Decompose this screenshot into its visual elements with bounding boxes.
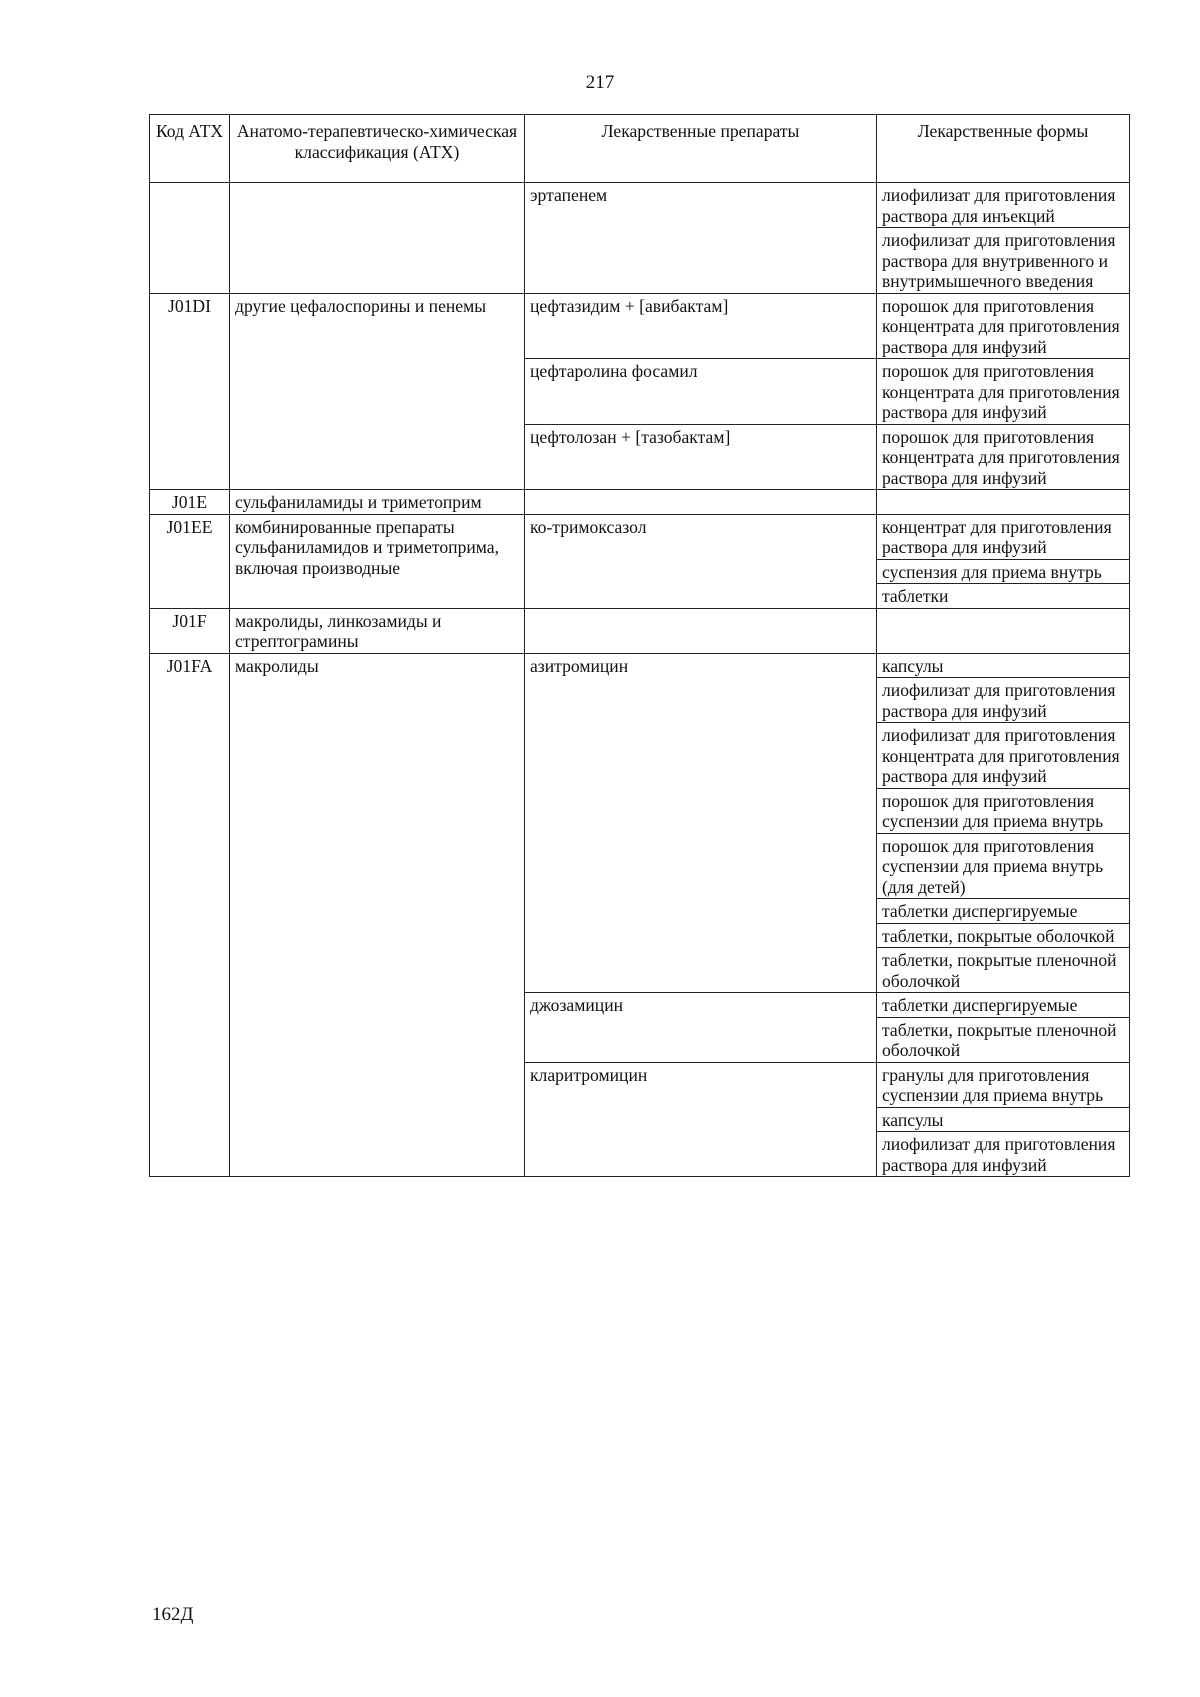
table-row	[150, 183, 1130, 228]
dosage-form-cell: порошок для приготовления концентрата для приготовления раствора для инфузий	[877, 424, 1130, 490]
atx-classification-cell	[230, 183, 525, 294]
dosage-form-cell: порошок для приготовления концентрата для приготовления раствора для инфузий	[877, 293, 1130, 359]
atx-classification-cell: макролиды	[230, 653, 525, 1177]
drug-name-cell: кларитромицин	[525, 1062, 877, 1177]
atx-code-cell: J01DI	[150, 293, 230, 490]
header-classification: Анатомо-терапевтическо-химическая классификация (АТХ)	[230, 115, 525, 183]
dosage-form-cell: лиофилизат для приготовления раствора для инъекций	[877, 183, 1130, 228]
dosage-form-cell	[877, 608, 1130, 653]
dosage-form-cell: порошок для приготовления суспензии для приема внутрь (для детей)	[877, 833, 1130, 899]
table-row	[150, 514, 1130, 559]
atx-classification-cell: макролиды, линкозамиды и стрептограмины	[230, 608, 525, 653]
dosage-form-cell: суспензия для приема внутрь	[877, 559, 1130, 584]
dosage-form-cell: таблетки, покрытые пленочной оболочкой	[877, 1017, 1130, 1062]
table-body	[150, 183, 1130, 1177]
dosage-form-cell: таблетки, покрытые оболочкой	[877, 923, 1130, 948]
drug-name-cell	[525, 490, 877, 515]
atx-classification-cell: комбинированные препараты сульфаниламидов и триметоприма, включая производные	[230, 514, 525, 608]
dosage-form-cell: гранулы для приготовления суспензии для приема внутрь	[877, 1062, 1130, 1107]
dosage-form-cell: лиофилизат для приготовления концентрата для приготовления раствора для инфузий	[877, 723, 1130, 789]
footer-document-code: 162Д	[152, 1604, 194, 1625]
header-code: Код АТХ	[150, 115, 230, 183]
dosage-form-cell: порошок для приготовления концентрата для приготовления раствора для инфузий	[877, 359, 1130, 425]
dosage-form-cell: таблетки	[877, 584, 1130, 609]
drug-name-cell	[525, 608, 877, 653]
atx-code-cell: J01E	[150, 490, 230, 515]
atx-classification-cell: сульфаниламиды и триметоприм	[230, 490, 525, 515]
table-header-row	[150, 115, 1130, 183]
dosage-form-cell: лиофилизат для приготовления раствора для внутривенного и внутримышечного введения	[877, 228, 1130, 294]
dosage-form-cell: концентрат для приготовления раствора для инфузий	[877, 514, 1130, 559]
drug-name-cell: цефтазидим + [авибактам]	[525, 293, 877, 359]
page-number: 217	[585, 72, 615, 93]
atx-code-cell: J01FA	[150, 653, 230, 1177]
dosage-form-cell: лиофилизат для приготовления раствора для инфузий	[877, 1132, 1130, 1177]
drug-name-cell: ко-тримоксазол	[525, 514, 877, 608]
table-row	[150, 653, 1130, 678]
drug-name-cell: азитромицин	[525, 653, 877, 993]
drug-name-cell: цефтаролина фосамил	[525, 359, 877, 425]
dosage-form-cell: капсулы	[877, 653, 1130, 678]
atx-drug-table	[149, 114, 1130, 1177]
drug-name-cell: цефтолозан + [тазобактам]	[525, 424, 877, 490]
atx-code-cell	[150, 183, 230, 294]
dosage-form-cell: капсулы	[877, 1107, 1130, 1132]
atx-code-cell: J01EE	[150, 514, 230, 608]
dosage-form-cell: порошок для приготовления суспензии для приема внутрь	[877, 788, 1130, 833]
drug-name-cell: джозамицин	[525, 993, 877, 1063]
dosage-form-cell: таблетки, покрытые пленочной оболочкой	[877, 948, 1130, 993]
table-row	[150, 608, 1130, 653]
drug-name-cell: эртапенем	[525, 183, 877, 294]
atx-classification-cell: другие цефалоспорины и пенемы	[230, 293, 525, 490]
table-row	[150, 490, 1130, 515]
atx-code-cell: J01F	[150, 608, 230, 653]
table-row	[150, 293, 1130, 359]
dosage-form-cell: таблетки диспергируемые	[877, 993, 1130, 1018]
dosage-form-cell: лиофилизат для приготовления раствора для инфузий	[877, 678, 1130, 723]
dosage-form-cell	[877, 490, 1130, 515]
header-forms: Лекарственные формы	[877, 115, 1130, 183]
dosage-form-cell: таблетки диспергируемые	[877, 899, 1130, 924]
header-drugs: Лекарственные препараты	[525, 115, 877, 183]
